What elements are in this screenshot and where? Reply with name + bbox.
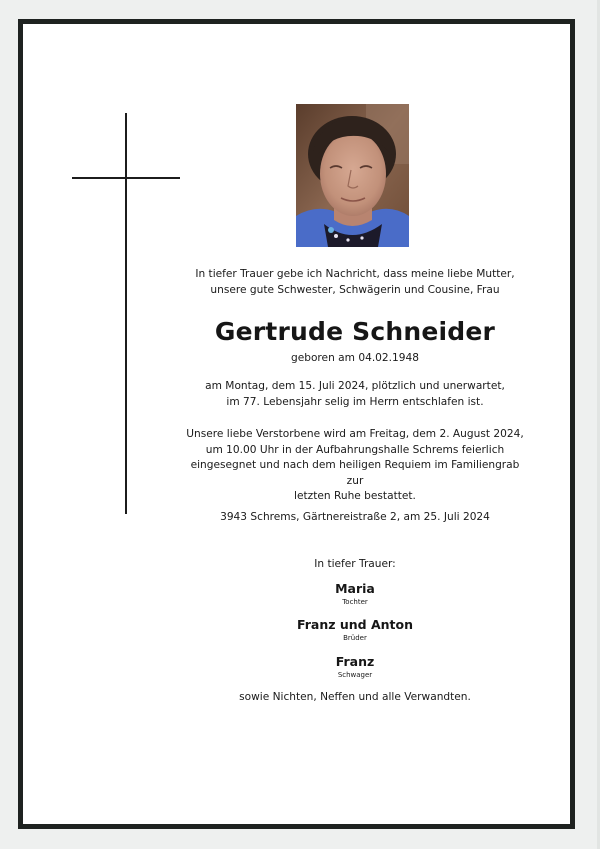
deceased-name: Gertrude Schneider bbox=[214, 317, 496, 346]
mourner-name: Franz bbox=[335, 654, 375, 669]
closing-text: sowie Nichten, Neffen und alle Verwandten. bbox=[239, 691, 471, 703]
funeral-line: letzten Ruhe bestattet. bbox=[294, 490, 416, 502]
mourner bbox=[185, 617, 525, 643]
mourner bbox=[185, 581, 525, 607]
mourner-relation: Schwager bbox=[337, 671, 373, 679]
place-and-date: 3943 Schrems, Gärtnereistraße 2, am 25. Juli 2024 bbox=[220, 511, 490, 523]
intro-line: unsere gute Schwester, Schwägerin und Cousine, Frau bbox=[210, 283, 500, 296]
funeral-text bbox=[185, 427, 525, 505]
portrait-image bbox=[296, 104, 409, 247]
death-line: im 77. Lebensjahr selig im Herrn entschlafen ist. bbox=[226, 395, 484, 408]
mourner-name: Franz und Anton bbox=[297, 617, 413, 632]
mourner-relation: Tochter bbox=[342, 598, 368, 606]
death-text bbox=[185, 379, 525, 410]
intro-text bbox=[185, 267, 525, 298]
birth-date: geboren am 04.02.1948 bbox=[290, 352, 419, 364]
cross-icon bbox=[125, 113, 127, 514]
funeral-line: eingesegnet und nach dem heiligen Requiem im Familiengrab zur bbox=[190, 459, 520, 487]
portrait-photo bbox=[296, 104, 409, 247]
mourner-relation: Brüder bbox=[343, 634, 367, 642]
mourner bbox=[185, 654, 525, 680]
mourning-label: In tiefer Trauer: bbox=[314, 558, 396, 570]
intro-line: In tiefer Trauer gebe ich Nachricht, dass meine liebe Mutter, bbox=[195, 268, 515, 280]
cross-icon-bar bbox=[72, 177, 180, 179]
funeral-line: um 10.00 Uhr in der Aufbahrungshalle Schrems feierlich bbox=[205, 443, 505, 456]
mourner-name: Maria bbox=[335, 581, 375, 596]
death-line: am Montag, dem 15. Juli 2024, plötzlich und unerwartet, bbox=[205, 380, 505, 392]
funeral-line: Unsere liebe Verstorbene wird am Freitag, dem 2. August 2024, bbox=[186, 428, 524, 440]
